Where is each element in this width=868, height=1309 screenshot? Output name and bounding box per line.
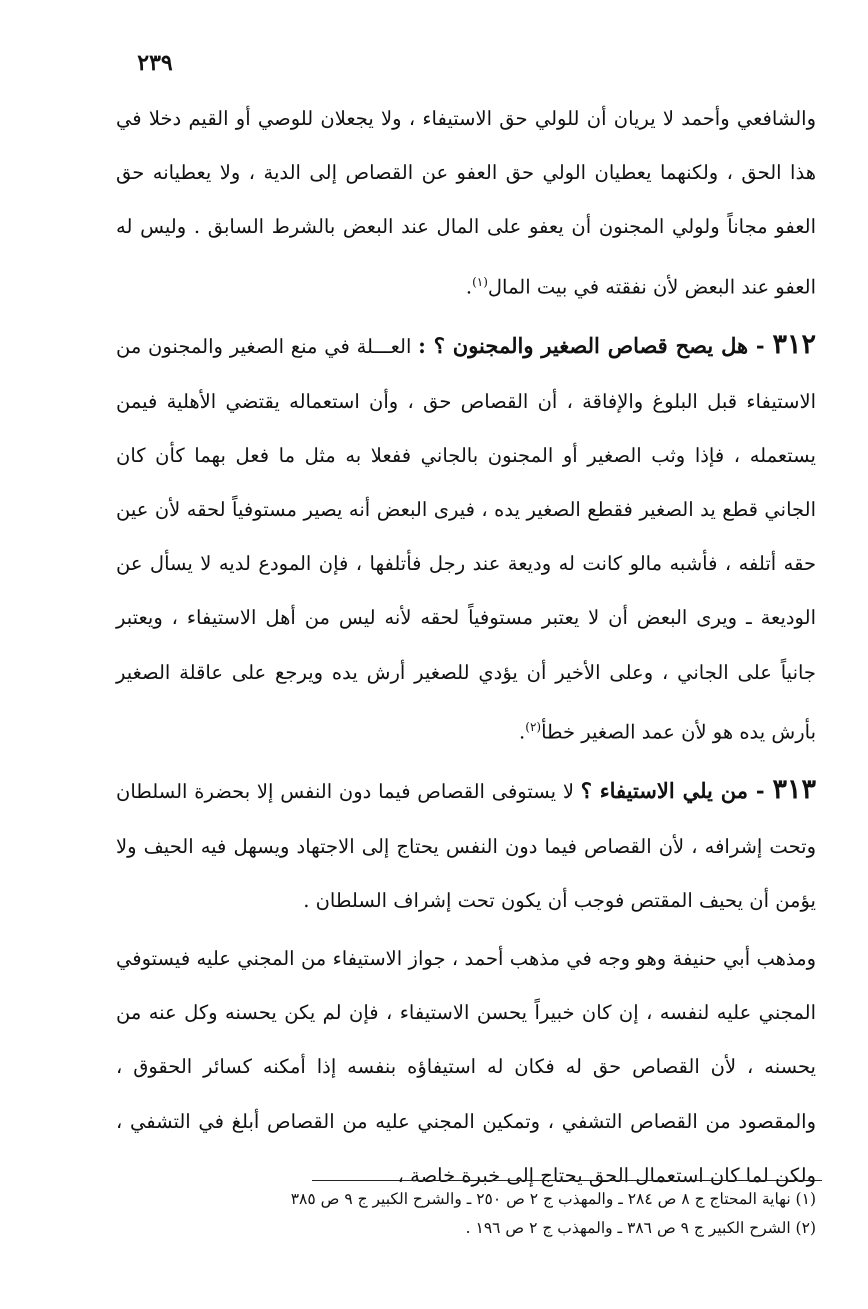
intro-tail: . (465, 275, 473, 299)
footnote-ref-2: (٢) (525, 719, 542, 734)
footnotes (116, 1185, 816, 1243)
intro-paragraph (116, 92, 816, 314)
main-text (116, 92, 816, 1203)
section-313-heading (580, 774, 817, 806)
section-313-paragraph (116, 763, 816, 928)
closing-text: ومذهب أبي حنيفة وهو وجه في مذهب أحمد ، جواز الاستيفاء من المجني عليه فيستوفي المجني عليه لنفسه ، إن كان خبيراً يحسن الاستيفاء ، فإن لم يكن يحسنه وكل عنه من يحسنه ، لأن القصاص حق له فكان له استيفاؤه بنفسه إذا أمكنه كسائر الحقوق ، والمقصود من القصاص التشفي ، وتمكين المجني عليه من القصاص أبلغ في التشفي ، ولكن لما كان استعمال الحق يحتاج إلى خبرة خاصة ، (116, 947, 816, 1187)
section-313-title: - من يلي الاستيفاء ؟ (580, 778, 765, 804)
closing-paragraph (116, 932, 816, 1203)
footnote-divider (312, 1180, 822, 1181)
section-312-heading (418, 329, 817, 361)
footnote-2: (٢) الشرح الكبير ج ٩ ص ٣٨٦ ـ والمهذب ج ٢ ص ١٩٦ . (465, 1219, 816, 1237)
footnote-1: (١) نهاية المحتاج ج ٨ ص ٢٨٤ ـ والمهذب ج ٢ ص ٢٥٠ ـ والشرح الكبير ج ٩ ص ٣٨٥ (290, 1190, 816, 1208)
section-312-title: - هل يصح قصاص الصغير والمجنون ؟ : (418, 333, 765, 359)
section-312-number: ٣١٢ (772, 329, 817, 361)
footnote-ref-1: (١) (472, 274, 488, 289)
section-313-number: ٣١٣ (772, 774, 817, 806)
section-312-paragraph (116, 318, 816, 759)
intro-text: والشافعي وأحمد لا يريان أن للولي حق الاستيفاء ، ولا يجعلان للوصي أو القيم دخلا في هذا الحق ، ولكنهما يعطيان الولي حق العفو عن القصاص إلى الدية ، ولا يعطيانه حق العفو مجاناً ولولي المجنون أن يعفو على المال عند البعض بالشرط السابق . وليس له العفو عند البعض لأن نفقته في بيت المال (116, 107, 816, 299)
section-312-tail: . (519, 720, 526, 744)
section-313-text: لا يستوفى القصاص فيما دون النفس إلا بحضرة السلطان وتحت إشرافه ، لأن القصاص فيما دون النفس يحتاج إلى الاجتهاد ويسهل فيه الحيف ولا يؤمن أن يحيف المقتص فوجب أن يكون تحت إشراف السلطان . (116, 780, 816, 912)
page-number: ٢٣٩ (137, 50, 173, 76)
section-312-text: العـــلة في منع الصغير والمجنون من الاستيفاء قبل البلوغ والإفاقة ، أن القصاص حق ، وأن استعماله يقتضي الأهلية فيمن يستعمله ، فإذا وثب الصغير أو المجنون بالجاني ففعلا به مثل ما فعل بهما كأن كان الجاني قطع يد الصغير فقطع الصغير يده ، فيرى البعض أنه يصير مستوفياً لحقه لأن عين حقه أتلفه ، فأشبه مالو كانت له وديعة عند رجل فأتلفها ، فإن المودع لديه لا يسأل عن الوديعة ـ ويرى البعض أن لا يعتبر مستوفياً لحقه لأنه ليس من أهل الاستيفاء ، ويعتبر جانياً على الجاني ، وعلى الأخير أن يؤدي للصغير أرش يده ويرجع على عاقلة الصغير بأرش يده هو لأن عمد الصغير خطأ (116, 335, 816, 744)
